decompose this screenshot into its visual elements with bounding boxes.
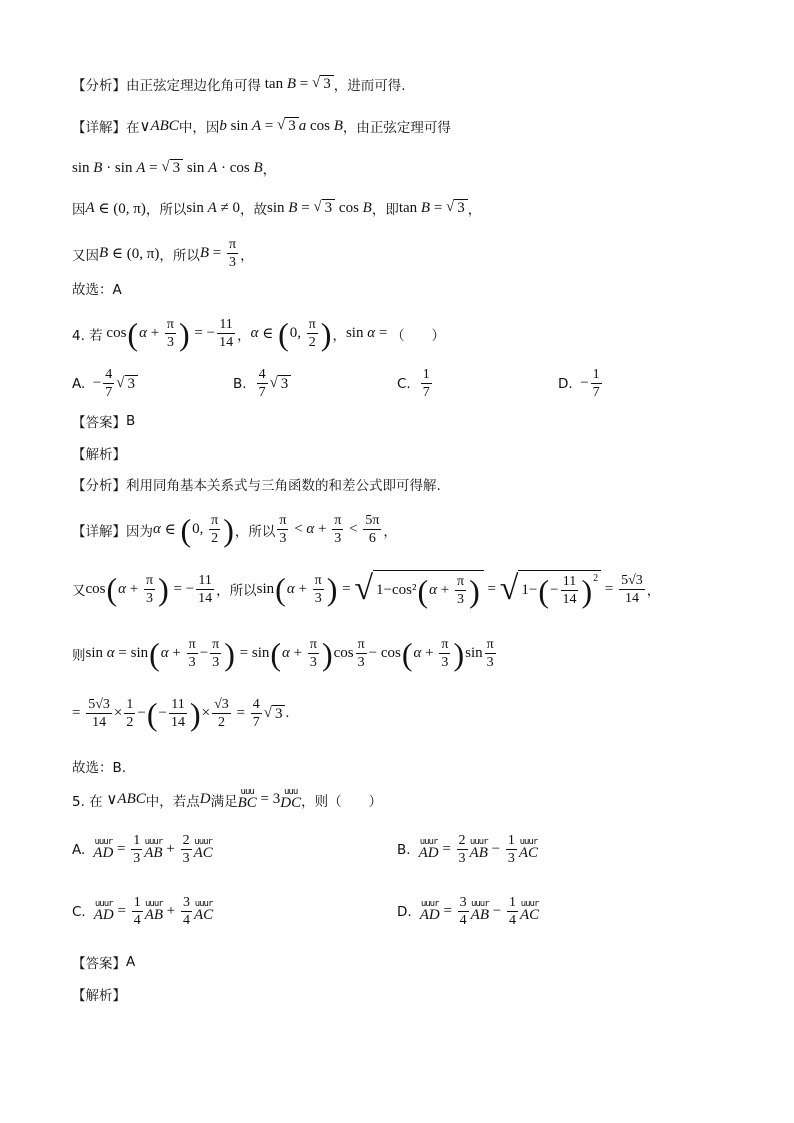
- q4-detail-4: = $\frac{5√3}{14}$ × $\frac{1}{2}$ − ( − $\frac{11}{14}$ ) × $\frac{√3}{2}$ = $\frac{4}{7}$ √ 3 .: [72, 695, 290, 732]
- q5-stem: 5. 在 ∨ ABC 中，若点 D 满足 uuu BC = 3 uuu DC ，则（ ）: [72, 787, 383, 811]
- q3-detail-line: 【详解】 在 ∨ ABC 中，因 b sin A = √ 3 a cos B ，由正弦定理可得: [72, 117, 451, 136]
- analysis-tag: 【分析】: [72, 78, 126, 94]
- q5-option-b[interactable]: B. uuur AD = $\frac{2}{3}$ uuur AB − $\frac{1}{3}$ uuur AC: [397, 833, 538, 866]
- q4-jiexi-tag: 【解析】: [72, 447, 126, 463]
- detail-tag: 【详解】: [72, 120, 126, 136]
- q5-option-c[interactable]: C. uuur AD = $\frac{1}{4}$ uuur AB + $\frac{3}{4}$ uuur AC: [72, 895, 214, 928]
- q4-choice: 故选：B.: [72, 760, 127, 776]
- q4-detail-3: 则 sin α = sin ( α + $\frac{\pi}{3}$ − $\frac{\pi}{3}$ ) = sin ( α + $\frac{\pi}{3}$ ) cos $\frac{\pi}{3}$ − cos ( α + $\frac{\pi}{3}$ ) sin $\frac{\pi}{3}$: [72, 635, 494, 672]
- q4-stem: 4. 若 cos ( α + $\frac{\pi}{3}$ ) = − $\frac{11}{14}$ ， α ∈ ( 0, $\frac{\pi}{2}$ ) ， sin α = （ ）: [72, 315, 446, 352]
- q4-option-d[interactable]: D. − $\frac{1}{7}$: [558, 367, 600, 400]
- q3-eq-line: sin B · sin A = √ 3 sin A · cos B ，: [72, 159, 277, 178]
- q3-choice: 故选：A: [72, 282, 122, 298]
- q5-option-d[interactable]: D. uuur AD = $\frac{3}{4}$ uuur AB − $\frac{1}{4}$ uuur AC: [397, 895, 540, 928]
- q5-jiexi-tag: 【解析】: [72, 988, 126, 1004]
- q4-option-c[interactable]: C. $\frac{1}{7}$: [397, 367, 430, 400]
- q4-option-a[interactable]: A. − $\frac{4}{7}$ √ 3: [72, 366, 138, 401]
- q3-again-line: 又因 B ∈ (0, π) ，所以 B = $\frac{\pi}{3}$ ，: [72, 237, 254, 270]
- q4-option-b[interactable]: B. $\frac{4}{7}$ √ 3: [233, 366, 291, 401]
- q3-analysis-line: 【分析】 由正弦定理边化角可得 tan B = √ 3 ，进而可得.: [72, 75, 406, 94]
- q5-option-a[interactable]: A. uuur AD = $\frac{1}{3}$ uuur AB + $\frac{2}{3}$ uuur AC: [72, 833, 213, 866]
- q5-answer: 【答案】 A: [72, 954, 136, 972]
- q4-detail-2: 又 cos ( α + $\frac{\pi}{3}$ ) = − $\frac{11}{14}$ ，所以 sin ( α + $\frac{\pi}{3}$ ) = √ 1−cos² ( α + $\frac{\pi}{3}$ ) = √ 1− ( − $\frac{11}{14}$ ) 2 = $\frac{5√3}{14}$ ，: [72, 570, 661, 609]
- q4-analysis: 【分析】 利用同角基本关系式与三角函数的和差公式即可得解.: [72, 478, 441, 494]
- q3-because-line: 因 A ∈ (0, π) ，所以 sin A ≠ 0 ，故 sin B = √ 3 cos B ，即 tan B = √ 3 ，: [72, 199, 482, 218]
- q4-answer: 【答案】 B: [72, 413, 136, 431]
- q4-detail-1: 【详解】 因为 α ∈ ( 0, $\frac{\pi}{2}$ ) ，所以 $\frac{\pi}{3}$ < α + $\frac{\pi}{3}$ < $\frac{5\pi}{6}$ ，: [72, 511, 397, 548]
